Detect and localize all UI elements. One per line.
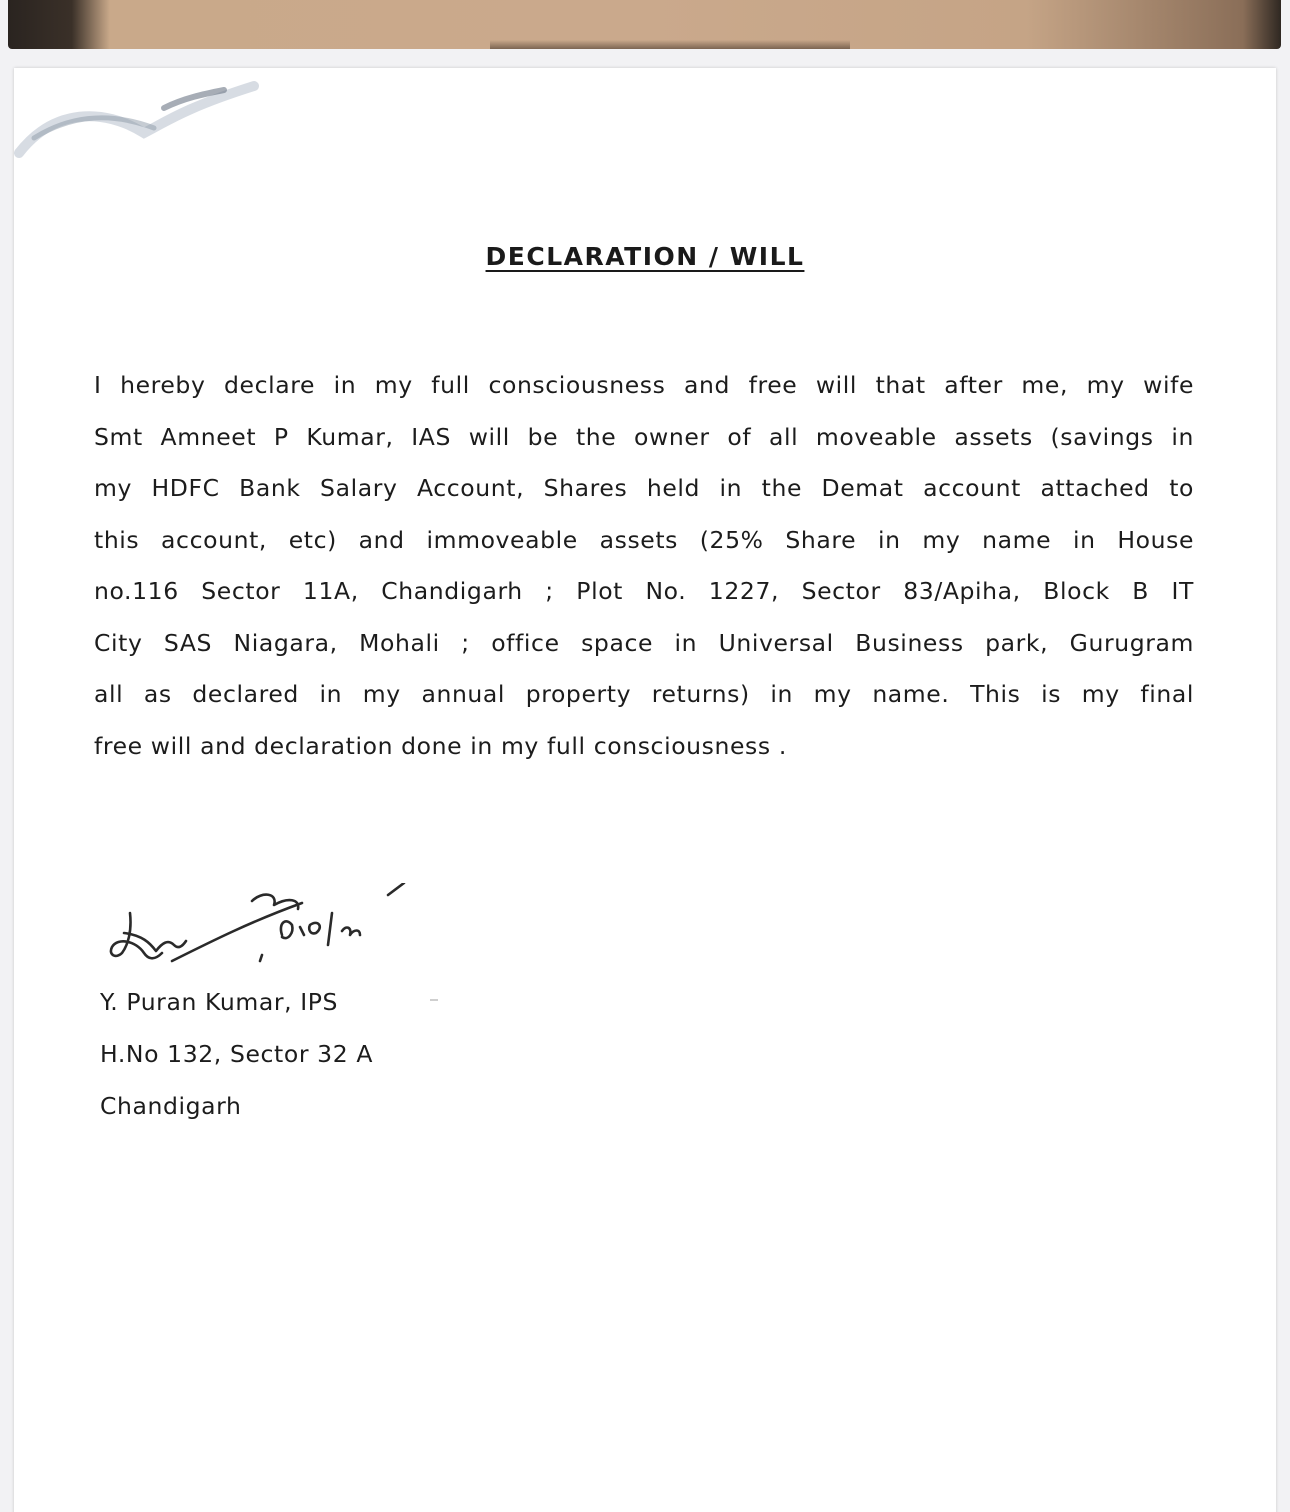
background-shadow xyxy=(490,40,850,49)
body-line: free will and declaration done in my full consciousness . xyxy=(94,731,787,760)
body-line: this account, etc) and immoveable assets (25% Share in my name in House xyxy=(94,525,1194,554)
body-line: my HDFC Bank Salary Account, Shares held in the Demat account attached to xyxy=(94,474,1194,502)
signer-block xyxy=(100,976,373,1132)
declaration-body xyxy=(94,360,1194,772)
body-line: I hereby declare in my full consciousness and free will that after me, my wife xyxy=(94,371,1194,399)
document-title: DECLARATION / WILL xyxy=(485,242,805,271)
stray-mark xyxy=(430,999,438,1001)
body-line: no.116 Sector 11A, Chandigarh ; Plot No. 1227, Sector 83/Apiha, Block B IT xyxy=(94,577,1194,605)
body-line: City SAS Niagara, Mohali ; office space in Universal Business park, Gurugram xyxy=(94,628,1194,657)
signer-address-line2: Chandigarh xyxy=(100,1092,242,1120)
document-page xyxy=(14,68,1276,1512)
paper-smudge-mark xyxy=(14,68,294,178)
signer-address-line1: H.No 132, Sector 32 A xyxy=(100,1040,374,1068)
body-line: all as declared in my annual property returns) in my name. This is my final xyxy=(94,680,1194,708)
signer-name: Y. Puran Kumar, IPS xyxy=(100,988,339,1016)
body-line: Smt Amneet P Kumar, IAS will be the owner of all moveable assets (savings in xyxy=(94,422,1194,451)
